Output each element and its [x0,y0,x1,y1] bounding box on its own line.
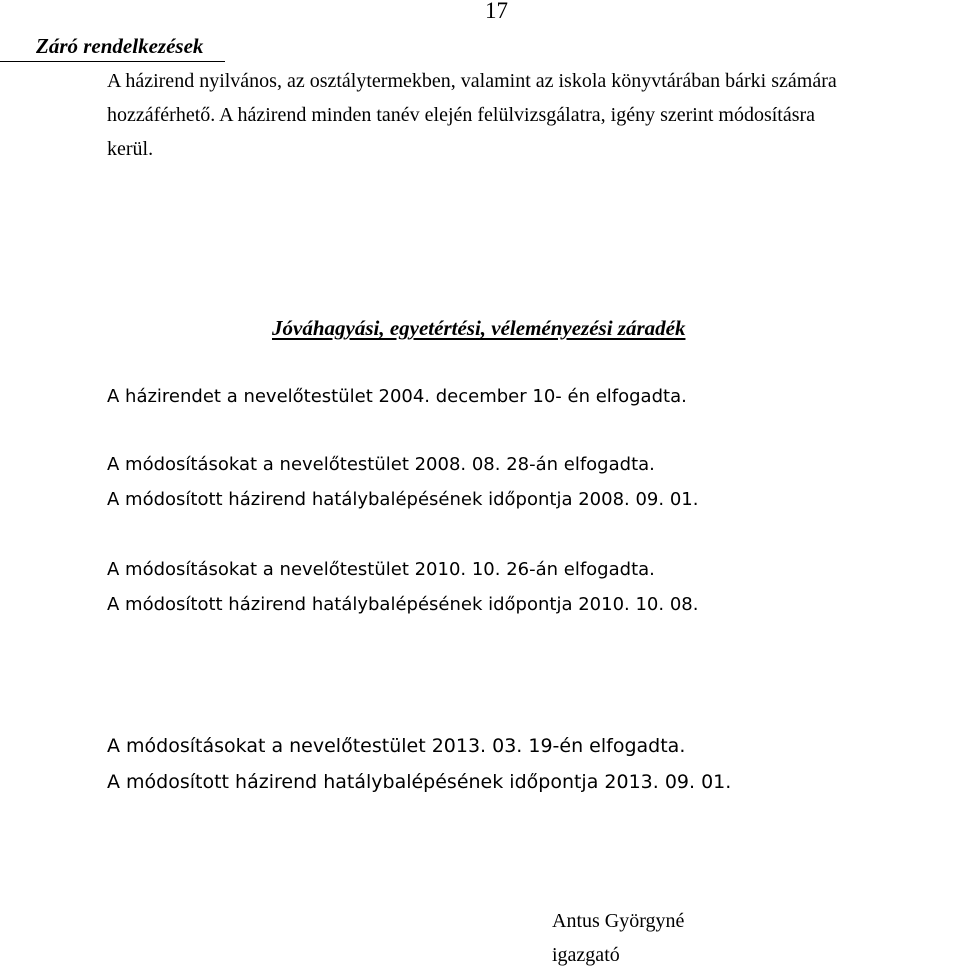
amendment-2013-adopted: A módosításokat a nevelőtestület 2013. 03. 19-én elfogadta. [107,735,686,757]
amendment-2010-effective: A módosított házirend hatálybalépésének időpontja 2010. 10. 08. [107,594,699,615]
original-adoption-text: A házirendet a nevelőtestület 2004. december 10- én elfogadta. [107,386,687,407]
amendment-2010-adopted: A módosításokat a nevelőtestület 2010. 10. 26-án elfogadta. [107,559,655,580]
amendment-2013-effective: A módosított házirend hatálybalépésének időpontja 2013. 09. 01. [107,771,732,793]
closing-paragraph-line-3: kerül. [107,138,154,160]
closing-provisions-heading: Záró rendelkezések [0,32,225,62]
closing-paragraph-line-1: A házirend nyilvános, az osztálytermekben, valamint az iskola könyvtárában bárki számára [107,70,837,92]
page-number: 17 [485,0,508,23]
closing-paragraph-line-2: hozzáférhető. A házirend minden tanév elején felülvizsgálatra, igény szerint módosításra [107,104,816,126]
approval-clause-title: Jóváhagyási, egyetértési, véleményezési záradék [272,316,686,340]
amendment-2008-adopted: A módosításokat a nevelőtestület 2008. 08. 28-án elfogadta. [107,454,655,475]
amendment-2008-effective: A módosított házirend hatálybalépésének időpontja 2008. 09. 01. [107,489,699,510]
signatory-name: Antus Györgyné [552,910,685,932]
signatory-role: igazgató [552,944,620,966]
